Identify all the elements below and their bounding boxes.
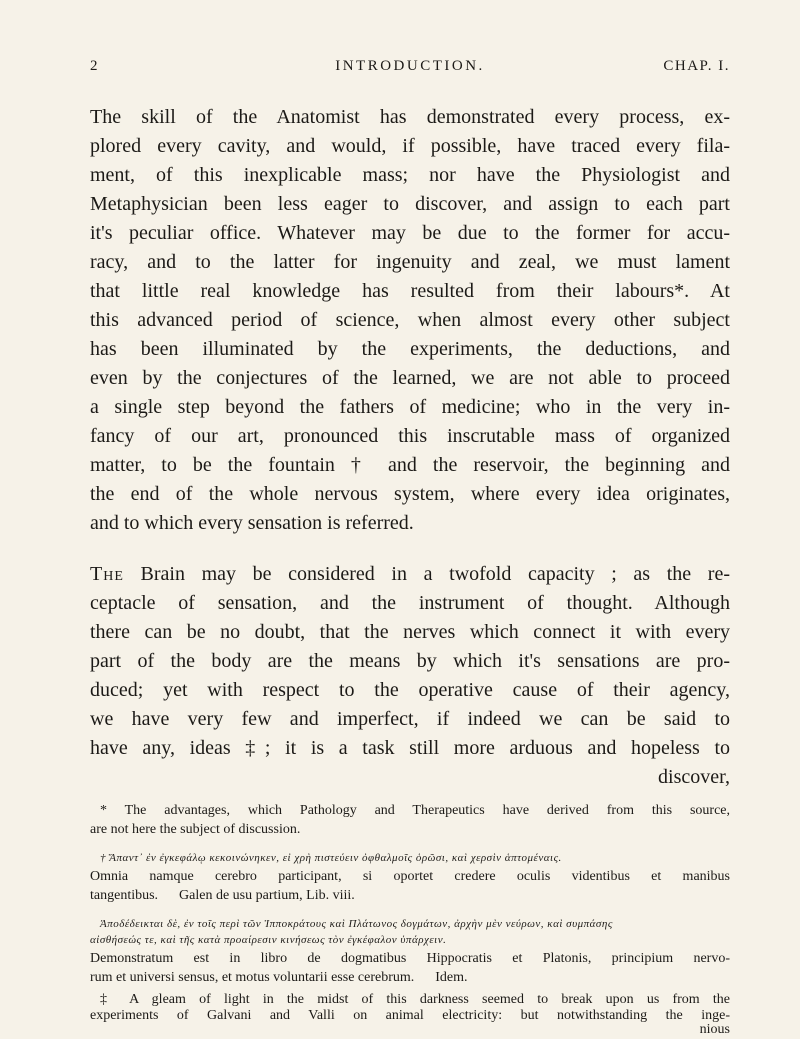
paragraph-1-line: plored every cavity, and would, if possible, have traced every fila- xyxy=(90,135,730,157)
catchword: discover, xyxy=(658,766,730,788)
footnote-double-dagger-line: ‡ A gleam of light in the midst of this darkness seemed to break upon us from the xyxy=(100,992,730,1007)
paragraph-1-line: ment, of this inexplicable mass; nor have the Physiologist and xyxy=(90,164,730,186)
footnote-second-greek-line: αἰσθήσεώς τε, καὶ τῆς κατὰ προαίρεσιν κινήσεως τὸν ἐγκέφαλον ὑπάρχειν. xyxy=(90,934,447,946)
footnote-catchword: nious xyxy=(699,1022,730,1037)
paragraph-1-line: it's peculiar office. Whatever may be due to the former for accu- xyxy=(90,222,730,244)
footnote-second-latin-line: Demonstratum est in libro de dogmatibus Hippocratis et Platonis, principium nervo- xyxy=(90,951,730,966)
paragraph-1-line: The skill of the Anatomist has demonstrated every process, ex- xyxy=(90,106,730,128)
footnote-second-greek-line: Ἀποδέδεικται δὲ, ἐν τοῖς περὶ τῶν Ἱπποκράτους καὶ Πλάτωνος δογμάτων, ἀρχὴν μὲν νεύρων, καὶ συμπάσης xyxy=(100,918,613,930)
chapter-label: CHAP. I. xyxy=(663,58,730,74)
footnote-second-latin-line: rum et universi sensus, et motus voluntarii esse cerebrum. Idem. xyxy=(90,970,468,985)
paragraph-2-line: have any, ideas ‡; it is a task still more arduous and hopeless to xyxy=(90,737,730,759)
footnote-dagger-greek: † Ἅπαντ᾽ ἐν ἐγκεφάλῳ κεκοινώνηκεν, εἰ χρὴ πιστεύειν ὀφθαλμοῖς ὁρῶσι, καὶ χερσὶν ἁπτομέναις. xyxy=(100,852,562,864)
running-title: INTRODUCTION. xyxy=(335,58,485,74)
paragraph-1-line: Metaphysician been less eager to discover, and assign to each part xyxy=(90,193,730,215)
footnote-dagger-latin-line: Omnia namque cerebro participant, si oportet credere oculis videntibus et manibus xyxy=(90,869,730,884)
small-caps-lead: The xyxy=(90,563,124,585)
paragraph-2-line: Brain may be considered in a twofold capacity ; as the re- xyxy=(123,563,730,585)
running-header xyxy=(90,58,730,82)
paragraph-2-line: duced; yet with respect to the operative cause of their agency, xyxy=(90,679,730,701)
footnote-star-line: are not here the subject of discussion. xyxy=(90,822,301,837)
paragraph-1-line: matter, to be the fountain † and the reservoir, the beginning and xyxy=(90,454,730,476)
footnote-star-line: * The advantages, which Pathology and Therapeutics have derived from this source, xyxy=(100,803,730,818)
paragraph-1-line: that little real knowledge has resulted from their labours*. At xyxy=(90,280,730,302)
footnote-dagger-latin-line: tangentibus. Galen de usu partium, Lib. viii. xyxy=(90,888,355,903)
footnote-double-dagger-line: experiments of Galvani and Valli on animal electricity: but notwithstanding the inge- xyxy=(90,1008,730,1023)
paragraph-2-line: part of the body are the means by which it's sensations are pro- xyxy=(90,650,730,672)
page-number: 2 xyxy=(90,58,98,74)
paragraph-1-line: the end of the whole nervous system, where every idea originates, xyxy=(90,483,730,505)
paragraph-2-line: we have very few and imperfect, if indeed we can be said to xyxy=(90,708,730,730)
paragraph-1-line: has been illuminated by the experiments, the deductions, and xyxy=(90,338,730,360)
paragraph-2-line: there can be no doubt, that the nerves which connect it with every xyxy=(90,621,730,643)
paragraph-1-line: racy, and to the latter for ingenuity and zeal, we must lament xyxy=(90,251,730,273)
paragraph-2-line: ceptacle of sensation, and the instrument of thought. Although xyxy=(90,592,730,614)
paragraph-1-line: fancy of our art, pronounced this inscrutable mass of organized xyxy=(90,425,730,447)
paragraph-2-first-line xyxy=(90,563,730,586)
paragraph-1-line: a single step beyond the fathers of medicine; who in the very in- xyxy=(90,396,730,418)
paragraph-1-line: this advanced period of science, when almost every other subject xyxy=(90,309,730,331)
paragraph-1-line: and to which every sensation is referred. xyxy=(90,512,414,534)
paragraph-1-line: even by the conjectures of the learned, we are not able to proceed xyxy=(90,367,730,389)
